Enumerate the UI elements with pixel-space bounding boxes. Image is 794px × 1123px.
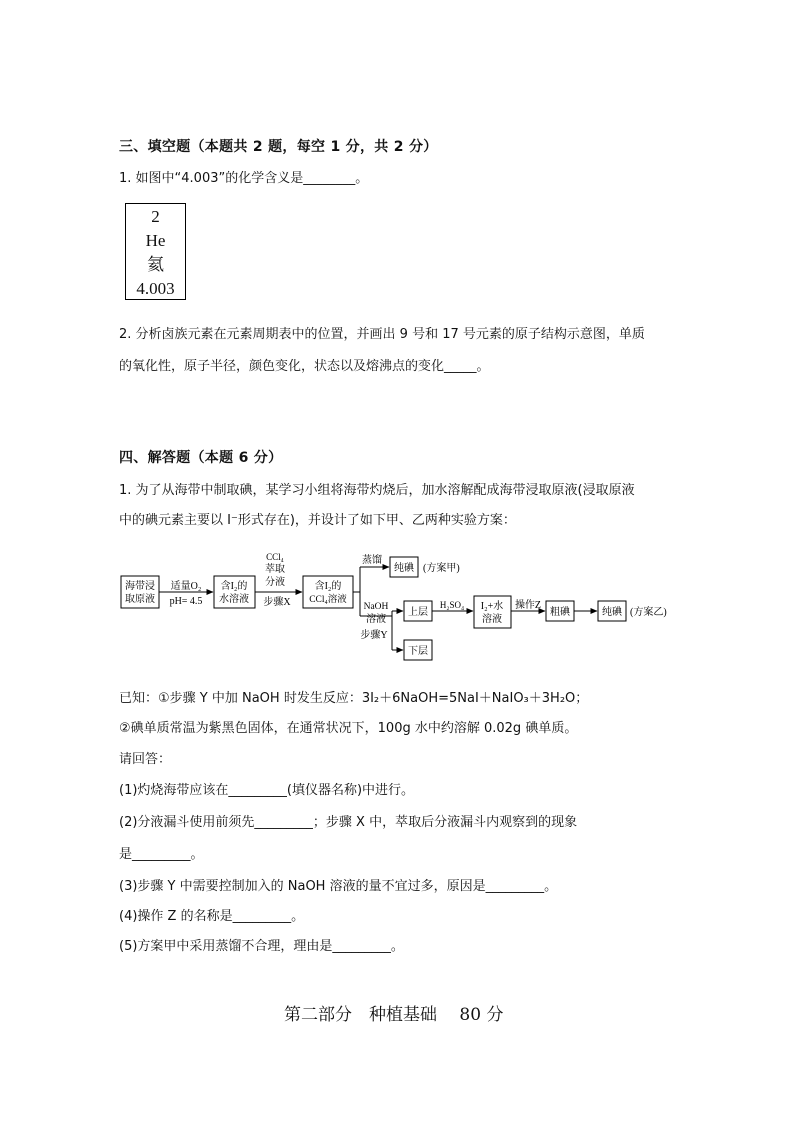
label-plan-a: (方案甲) xyxy=(423,563,460,574)
label-step-x: 步骤X xyxy=(263,597,291,608)
label-pure-b: 纯碘 xyxy=(602,607,622,618)
label-solution: 溶液 xyxy=(366,614,386,625)
label-upper: 上层 xyxy=(408,607,428,618)
atomic-mass: 4.003 xyxy=(136,279,175,298)
label-naoh: NaOH xyxy=(363,602,389,612)
label-ccl4-2: CCl₄溶液 xyxy=(309,595,347,605)
label-crude: 粗碘 xyxy=(550,607,570,618)
question-4-1-line1: 1. 为了从海带中制取碘，某学习小组将海带灼烧后，加水溶解配成海带浸取原液(浸取原液 xyxy=(119,483,635,498)
section3-heading: 三、填空题（本题共 2 题，每空 1 分，共 2 分） xyxy=(119,139,438,155)
label-ph: pH= 4.5 xyxy=(169,596,203,607)
label-h2so4: H₂SO₄ xyxy=(439,600,465,610)
known-condition-1: 已知：①步骤 Y 中加 NaOH 时发生反应：3I₂＋6NaOH=5NaI＋NaIO₃＋3H₂O； xyxy=(119,691,589,706)
sub-question-4: (4)操作 Z 的名称是_________。 xyxy=(119,909,305,924)
label-water-1: I₂+水 xyxy=(480,601,504,612)
label-distill: 蒸馏 xyxy=(362,555,382,566)
question-3-2-line2: 的氧化性，原子半径，颜色变化，状态以及熔沸点的变化_____。 xyxy=(119,359,490,374)
sub-question-2-line1: (2)分液漏斗使用前须先_________；步骤 X 中，萃取后分液漏斗内观察到的现象 xyxy=(119,815,578,830)
label-step-y: 步骤Y xyxy=(360,630,388,641)
label-ccl4: CCl₄ xyxy=(266,552,284,562)
element-name: 氦 xyxy=(147,255,164,274)
label-extract: 萃取 xyxy=(265,564,285,575)
label-aq-1: 含I₂的 xyxy=(220,581,248,592)
sub-question-5: (5)方案甲中采用蒸馏不合理，理由是_________。 xyxy=(119,939,404,954)
sub-question-2-line2: 是_________。 xyxy=(119,847,204,862)
sub-question-1: (1)灼烧海带应该在_________(填仪器名称)中进行。 xyxy=(119,783,415,798)
answer-prompt: 请回答： xyxy=(119,752,172,767)
label-oxygen: 适量O₂ xyxy=(170,581,202,592)
label-water-2: 溶液 xyxy=(482,614,502,625)
label-plan-b: (方案乙) xyxy=(630,607,667,618)
sub-question-3: (3)步骤 Y 中需要控制加入的 NaOH 溶液的量不宜过多，原因是_________。 xyxy=(119,879,558,894)
label-lower: 下层 xyxy=(408,646,428,657)
question-3-1: 1. 如图中“4.003”的化学含义是________。 xyxy=(119,171,369,186)
part-two-title: 第二部分 种植基础 80 分 xyxy=(284,1005,504,1025)
label-separate: 分液 xyxy=(265,577,285,588)
question-4-1-line2: 中的碘元素主要以 I⁻形式存在)，并设计了如下甲、乙两种实验方案： xyxy=(119,513,516,528)
label-start-2: 取原液 xyxy=(125,594,155,605)
label-pure-a: 纯碘 xyxy=(394,563,414,574)
element-symbol: He xyxy=(145,231,166,250)
question-3-2-line1: 2. 分析卤族元素在元素周期表中的位置，并画出 9 号和 17 号元素的原子结构示意图，单质 xyxy=(119,327,645,342)
atomic-number: 2 xyxy=(151,207,160,226)
label-op-z: 操作Z xyxy=(514,600,542,611)
label-aq-2: 水溶液 xyxy=(219,594,249,605)
helium-element-card xyxy=(125,203,186,300)
section4-heading: 四、解答题（本题 6 分） xyxy=(119,450,283,466)
label-start-1: 海带浸 xyxy=(125,581,155,592)
label-ccl4-1: 含I₂的 xyxy=(314,581,342,592)
iodine-extraction-flowchart xyxy=(112,548,682,662)
known-condition-2: ②碘单质常温为紫黑色固体，在通常状况下，100g 水中约溶解 0.02g 碘单质。 xyxy=(119,721,578,736)
